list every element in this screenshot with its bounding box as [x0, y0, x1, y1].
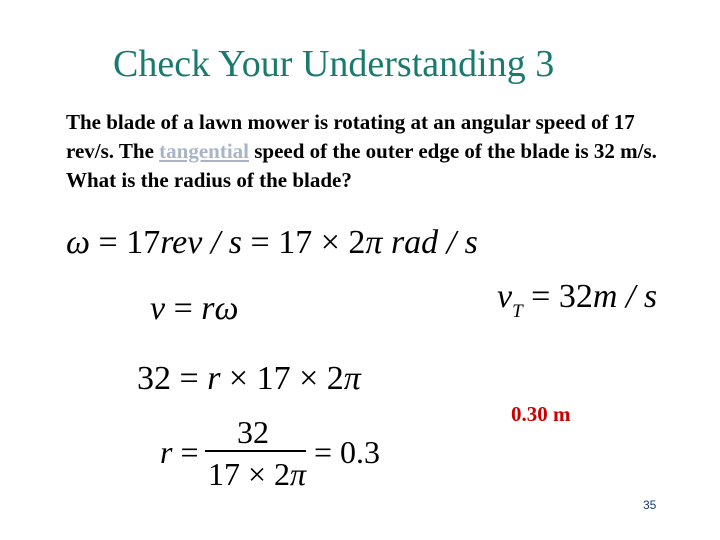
problem-statement: [66, 108, 666, 195]
omega-unit-rev: rev / s: [160, 224, 243, 261]
equation-solve: [137, 362, 361, 396]
v-symbol: v: [150, 290, 166, 327]
answer-text: 0.30 m: [511, 402, 571, 426]
result-equals: =: [172, 434, 199, 470]
equation-v-r-omega: [150, 292, 239, 326]
result-numerator: 32: [237, 414, 269, 450]
equation-omega: [66, 226, 478, 260]
problem-text-1: The blade of a lawn mower is rotating at an angular speed of 17 rev/s. The: [66, 110, 635, 163]
omega-pi: π: [365, 224, 383, 261]
equation-vt: [497, 280, 657, 321]
v-equals: =: [165, 290, 202, 327]
fraction-bar: [205, 450, 306, 452]
vt-subscript: T: [512, 301, 523, 322]
omega-symbol: ω: [66, 224, 91, 261]
solve-rest: × 17 × 2: [220, 360, 344, 397]
result-r: r: [160, 434, 173, 470]
r-symbol: r: [201, 290, 215, 327]
page-number: 35: [643, 498, 657, 512]
vt-value: = 32: [522, 278, 593, 315]
omega-conversion: = 17 × 2: [242, 224, 366, 261]
result-denominator-num: 17 × 2: [208, 456, 291, 492]
problem-text-2: speed of the outer edge of the blade is 32 m/s. What is the radius of the blade?: [66, 139, 657, 192]
solve-pi: π: [343, 360, 361, 397]
result-value: = 0.3: [314, 434, 381, 470]
slide-title: Check Your Understanding 3: [113, 43, 555, 85]
solve-lhs: 32 =: [137, 360, 208, 397]
omega-symbol-2: ω: [214, 290, 239, 327]
solve-r: r: [207, 360, 221, 397]
result-denominator: [208, 456, 306, 493]
vt-unit: m / s: [592, 278, 658, 315]
omega-value: = 17: [90, 224, 161, 261]
result-denominator-pi: π: [290, 456, 307, 492]
result-lhs: [160, 434, 199, 471]
omega-unit-rad: rad / s: [382, 224, 478, 261]
tangential-highlight: tangential: [159, 139, 249, 163]
vt-symbol: v: [497, 278, 513, 315]
